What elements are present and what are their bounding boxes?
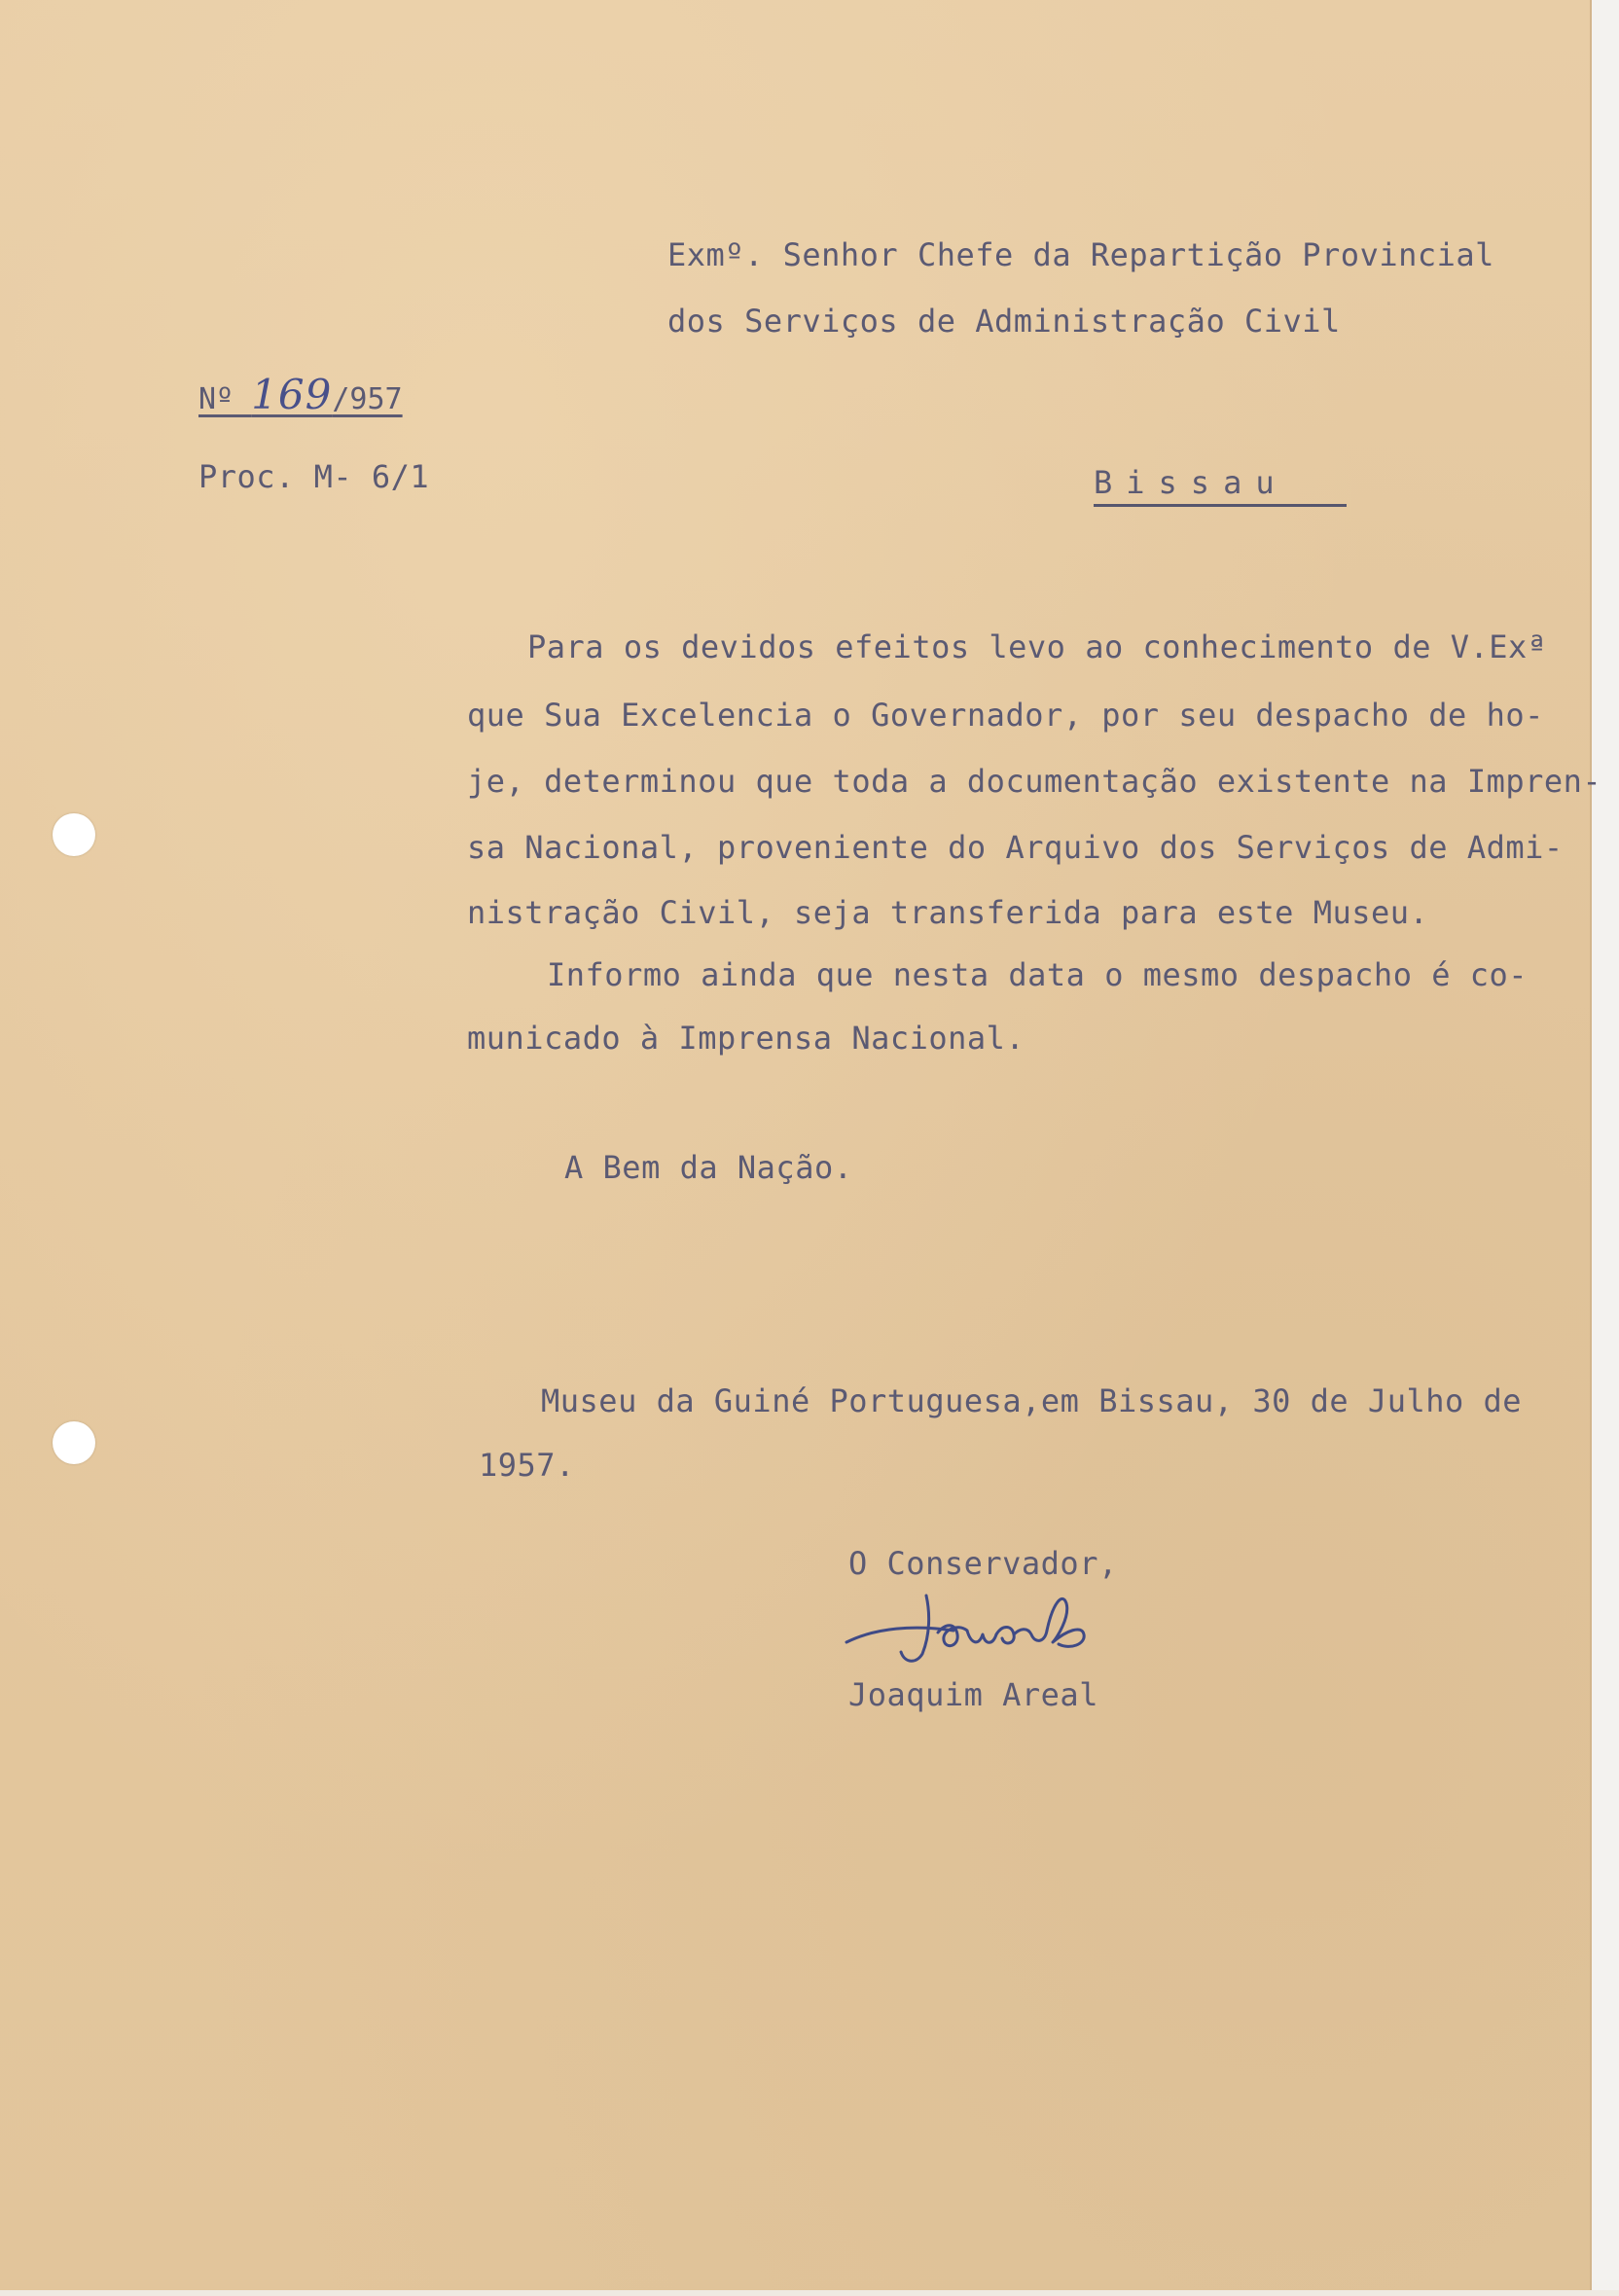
punch-hole-icon xyxy=(53,813,95,856)
body-line: Para os devidos efeitos levo ao conhecimento de V.Exª xyxy=(527,628,1547,665)
place-date-line-2: 1957. xyxy=(479,1447,575,1484)
signer-role: O Conservador, xyxy=(848,1545,1118,1582)
recipient-line-1: Exmº. Senhor Chefe da Repartição Provincial xyxy=(667,236,1494,273)
body-line: nistração Civil, seja transferida para este Museu. xyxy=(467,894,1429,931)
body-line: municado à Imprensa Nacional. xyxy=(467,1020,1025,1057)
document-number xyxy=(198,371,403,419)
number-handwritten: 169 xyxy=(251,371,333,418)
salutation: A Bem da Nação. xyxy=(564,1149,853,1186)
recipient-line-2: dos Serviços de Administração Civil xyxy=(667,303,1341,340)
punch-hole-icon xyxy=(53,1421,95,1464)
page-edge xyxy=(1590,0,1619,2296)
page-bottom-edge xyxy=(0,2290,1619,2296)
body-line: je, determinou que toda a documentação existente na Impren- xyxy=(467,763,1602,800)
signer-name: Joaquim Areal xyxy=(848,1676,1098,1713)
handwritten-signature xyxy=(837,1574,1158,1681)
recipient-city: Bissau xyxy=(1094,463,1347,507)
process-reference: Proc. M- 6/1 xyxy=(198,458,430,495)
number-year: /957 xyxy=(332,382,403,416)
number-prefix: Nº xyxy=(198,382,252,416)
body-line: sa Nacional, proveniente do Arquivo dos Serviços de Admi- xyxy=(467,829,1564,866)
body-line: Informo ainda que nesta data o mesmo despacho é co- xyxy=(547,956,1529,993)
place-date-line-1: Museu da Guiné Portuguesa,em Bissau, 30 de Julho de xyxy=(541,1382,1523,1419)
body-line: que Sua Excelencia o Governador, por seu despacho de ho- xyxy=(467,697,1544,734)
